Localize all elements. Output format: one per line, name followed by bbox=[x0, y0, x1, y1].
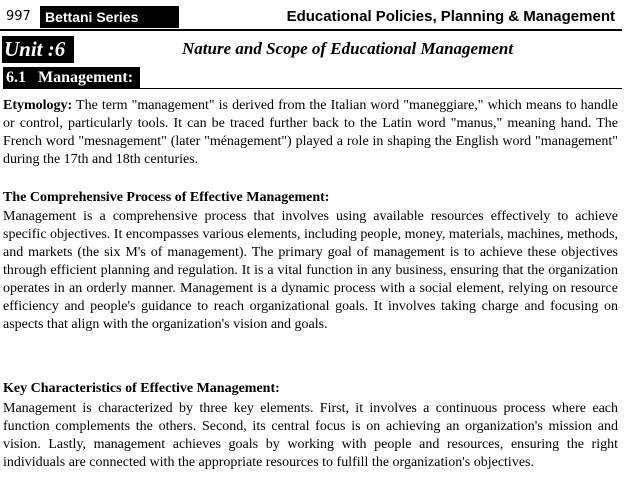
page-header bbox=[0, 5, 625, 29]
characteristics-heading: Key Characteristics of Effective Management: bbox=[3, 381, 280, 396]
header-divider bbox=[0, 29, 622, 31]
section-number: 6.1 bbox=[6, 69, 26, 86]
section-title: Management: bbox=[38, 69, 134, 86]
characteristics-paragraph: Management is characterized by three key elements. First, it involves a continuous process where each function complements the others. Second, its central focus is on achieving an organization's mission and vision. Lastly, management achieves goals by working with people and resources, ensuring the right individuals are connected with the appropriate resources to fulfill the organization's objectives. bbox=[3, 401, 618, 470]
process-paragraph: Management is a comprehensive process that involves using available resources effectively to achieve specific objectives. It encompasses various elements, including people, money, materials, machines, methods, and markets (the six M's of management). The primary goal of management is to achieve these objectives through efficient planning and regulation. It is a vital function in any business, ensuring that the organization operates in an orderly manner. Management is a dynamic process with a social element, relying on resource efficiency and people's guidance to reach organizational goals. It involves taking charge and focusing on aspects that align with the organization's vision and goals. bbox=[3, 209, 618, 332]
unit-title: Nature and Scope of Educational Management bbox=[182, 39, 514, 58]
unit-label: Unit :6 bbox=[2, 36, 74, 63]
etymology-paragraph bbox=[3, 97, 618, 169]
process-heading: The Comprehensive Process of Effective Management: bbox=[3, 190, 330, 205]
section-divider bbox=[140, 88, 622, 89]
etymology-label: Etymology: bbox=[3, 98, 73, 113]
etymology-text: The term "management" is derived from the Italian word "maneggiare," which means to handle or control, particularly tools. It can be traced further back to the Latin word "manus," meaning hand. The French word "mesnagement" (later "ménagement") played a role in shaping the English word "management" during the 17th and 18th centuries. bbox=[3, 98, 618, 167]
series-label: Bettani Series bbox=[40, 6, 179, 28]
page-number: 997 bbox=[6, 9, 31, 24]
section-heading bbox=[3, 67, 140, 89]
book-title: Educational Policies, Planning & Management bbox=[286, 8, 615, 25]
